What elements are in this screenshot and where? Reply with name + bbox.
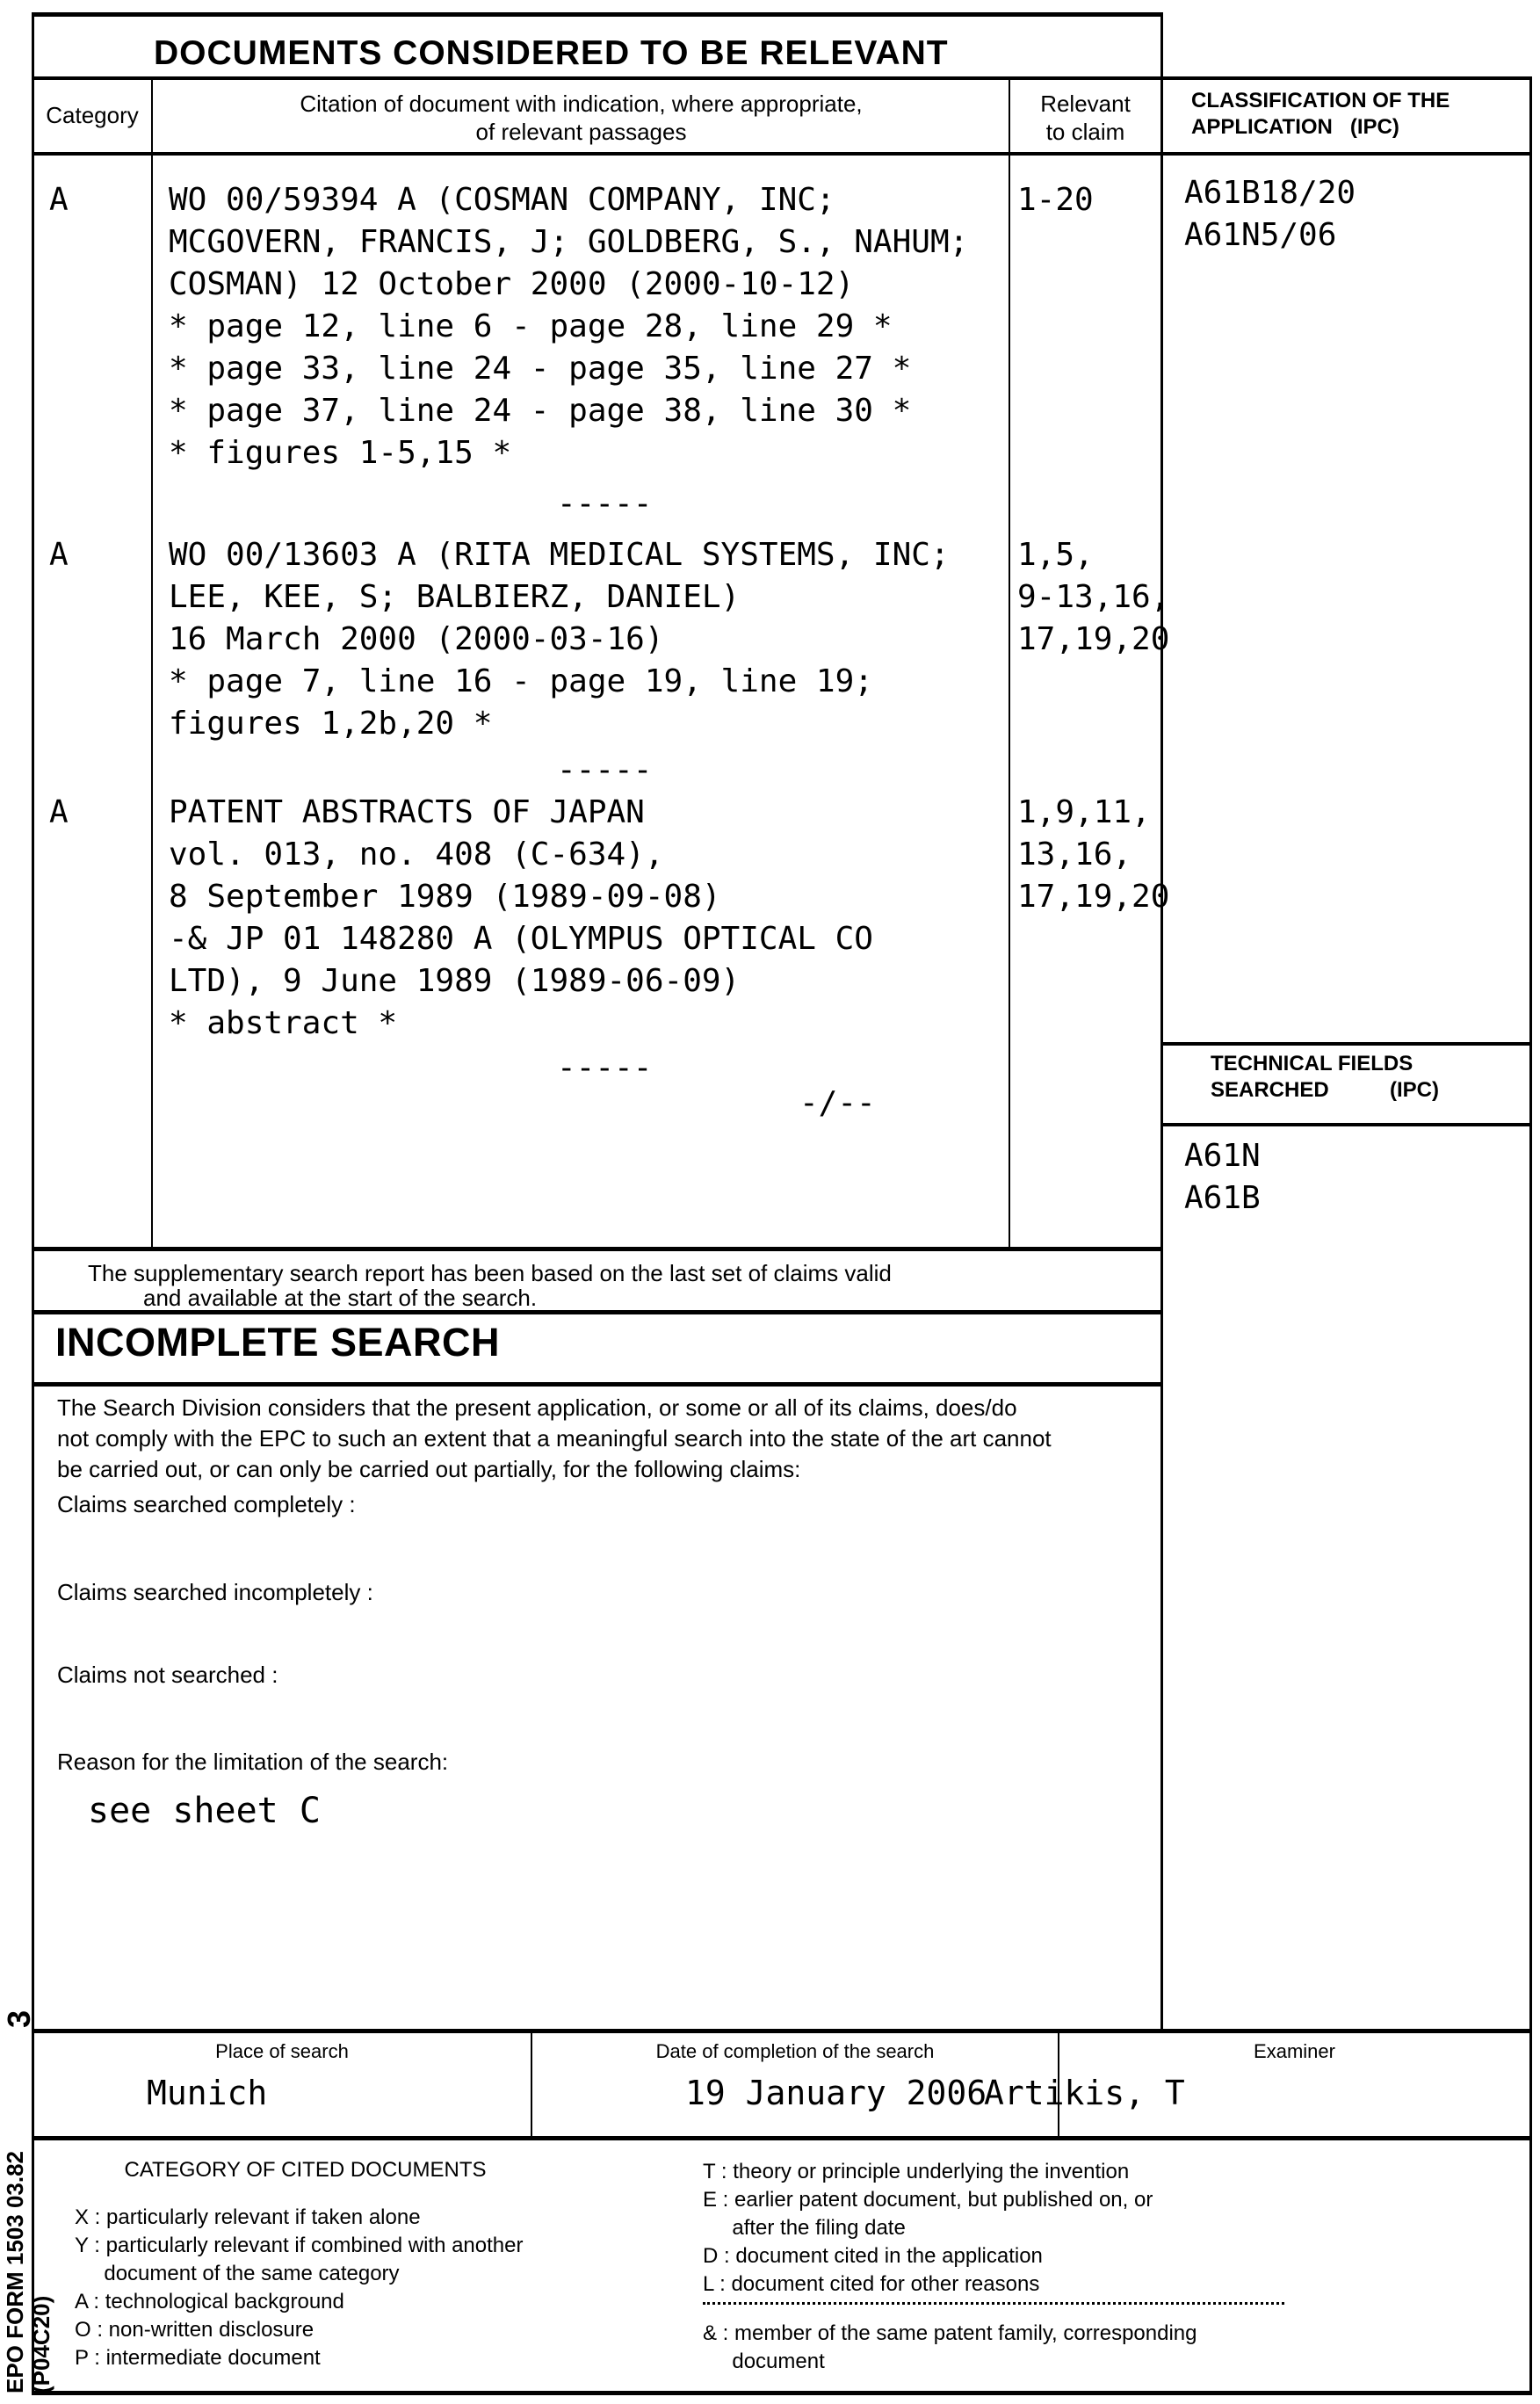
border-legend-top	[32, 2136, 1532, 2140]
citation-1-relevant-claims: 1-20	[1017, 182, 1094, 218]
claims-searched-completely-label: Claims searched completely :	[57, 1491, 356, 1517]
search-limitation-reason-label: Reason for the limitation of the search:	[57, 1749, 449, 1775]
separator-dashes-2: -----	[557, 752, 653, 788]
separator-dashes-1: -----	[557, 486, 653, 522]
citation-3-relevant-claims: 1,9,11, 13,16, 17,19,20	[1017, 794, 1170, 915]
place-of-search-value: Munich	[147, 2074, 268, 2112]
examiner-value: Artikis, T	[984, 2074, 1185, 2112]
border-bottom	[32, 2391, 1532, 2395]
supplementary-note-line1: The supplementary search report has been based on the last set of claims valid	[88, 1260, 892, 1286]
border-left	[32, 12, 34, 2395]
report-title: DOCUMENTS CONSIDERED TO BE RELEVANT	[154, 34, 949, 72]
citation-3-text: PATENT ABSTRACTS OF JAPAN vol. 013, no. 408 (C-634), 8 September 1989 (1989-09-08) -& JP 01 148280 A (OLYMPUS OPTICAL CO LTD), 9 June 1989 (1989-06-09) * abstract *	[169, 794, 873, 1041]
divider-classification-column	[1160, 12, 1163, 2029]
citation-2-relevant-claims: 1,5, 9-13,16, 17,19,20	[1017, 537, 1170, 657]
column-header-citation-line2: of relevant passages	[475, 119, 687, 145]
separator-dashes-3: -----	[557, 1050, 653, 1086]
claims-searched-incompletely-label: Claims searched incompletely :	[57, 1579, 373, 1605]
completion-date-value: 19 January 2006	[685, 2074, 987, 2112]
column-header-relevant-line2: to claim	[1045, 119, 1125, 145]
border-right	[1529, 76, 1532, 2395]
legend-heading: CATEGORY OF CITED DOCUMENTS	[124, 2158, 487, 2182]
column-header-citation-line1: Citation of document with indication, where appropriate,	[300, 91, 863, 117]
border-top	[32, 12, 1163, 17]
border-footer-top	[32, 2029, 1532, 2033]
search-division-statement: The Search Division considers that the present application, or some or all of its claims, does/do not comply with the EPC to such an extent that a meaningful search into the state of the art cannot be carried out, or can only be carried out partially, for the following claims:	[57, 1394, 1052, 1482]
divider-relevant-column	[1009, 76, 1010, 1247]
technical-fields-searched-values: A61N A61B	[1184, 1138, 1261, 1216]
border-techfields-bottom	[1160, 1123, 1532, 1126]
citation-3-category: A	[49, 794, 69, 830]
examiner-label: Examiner	[1254, 2040, 1335, 2062]
legend-right-column-top: T : theory or principle underlying the invention E : earlier patent document, but published on, or after the filing date D : document cited in the application L : document cited for other reasons	[703, 2160, 1153, 2296]
citation-2-category: A	[49, 537, 69, 573]
column-header-relevant-line1: Relevant	[1040, 91, 1131, 117]
citation-1-category: A	[49, 182, 69, 218]
technical-fields-label-line1: TECHNICAL FIELDS	[1211, 1052, 1413, 1075]
continuation-mark: -/--	[799, 1085, 876, 1121]
sheet-number: 3	[1, 2009, 37, 2028]
citation-2-text: WO 00/13603 A (RITA MEDICAL SYSTEMS, INC; LEE, KEE, S; BALBIERZ, DANIEL) 16 March 2000 (2000-03-16) * page 7, line 16 - page 19, line 19; figures 1,2b,20 *	[169, 537, 950, 742]
legend-right-column-bottom: & : member of the same patent family, corresponding document	[703, 2321, 1197, 2373]
technical-fields-label-ipc: (IPC)	[1390, 1078, 1439, 1102]
legend-left-column: X : particularly relevant if taken alone Y : particularly relevant if combined with another document of the same category A : technological background O : non-written disclosure P : intermediate document	[75, 2205, 524, 2370]
border-header-bottom	[32, 152, 1532, 156]
legend-dotted-divider	[703, 2302, 1284, 2305]
technical-fields-label-searched: SEARCHED	[1211, 1078, 1329, 1102]
divider-category-column	[151, 76, 153, 1247]
citation-1-text: WO 00/59394 A (COSMAN COMPANY, INC; MCGOVERN, FRANCIS, J; GOLDBERG, S., NAHUM; COSMAN) 12 October 2000 (2000-10-12) * page 12, line 6 - page 28, line 29 * * page 33, line 24 - page 35, line 27 * * page 37, line 24 - page 38, line 30 * * figures 1-5,15 *	[169, 182, 969, 471]
place-of-search-label: Place of search	[215, 2040, 349, 2062]
border-citations-bottom	[32, 1247, 1163, 1251]
column-header-category: Category	[46, 102, 139, 128]
column-header-classification-line1: CLASSIFICATION OF THE	[1191, 89, 1450, 112]
border-techfields-top	[1160, 1042, 1532, 1046]
ipc-classification-values: A61B18/20 A61N5/06	[1184, 175, 1356, 253]
supplementary-note-line2: and available at the start of the search.	[143, 1285, 538, 1311]
incomplete-search-heading: INCOMPLETE SEARCH	[55, 1320, 501, 1365]
claims-not-searched-label: Claims not searched :	[57, 1662, 278, 1688]
column-header-classification-line2: APPLICATION (IPC)	[1191, 115, 1399, 139]
border-header-top	[32, 76, 1532, 80]
border-incomplete-heading-bottom	[32, 1382, 1163, 1387]
search-limitation-reason-value: see sheet C	[88, 1791, 321, 1831]
completion-date-label: Date of completion of the search	[655, 2040, 935, 2062]
form-code: EPO FORM 1503 03.82 (P04C20)	[2, 2150, 54, 2393]
